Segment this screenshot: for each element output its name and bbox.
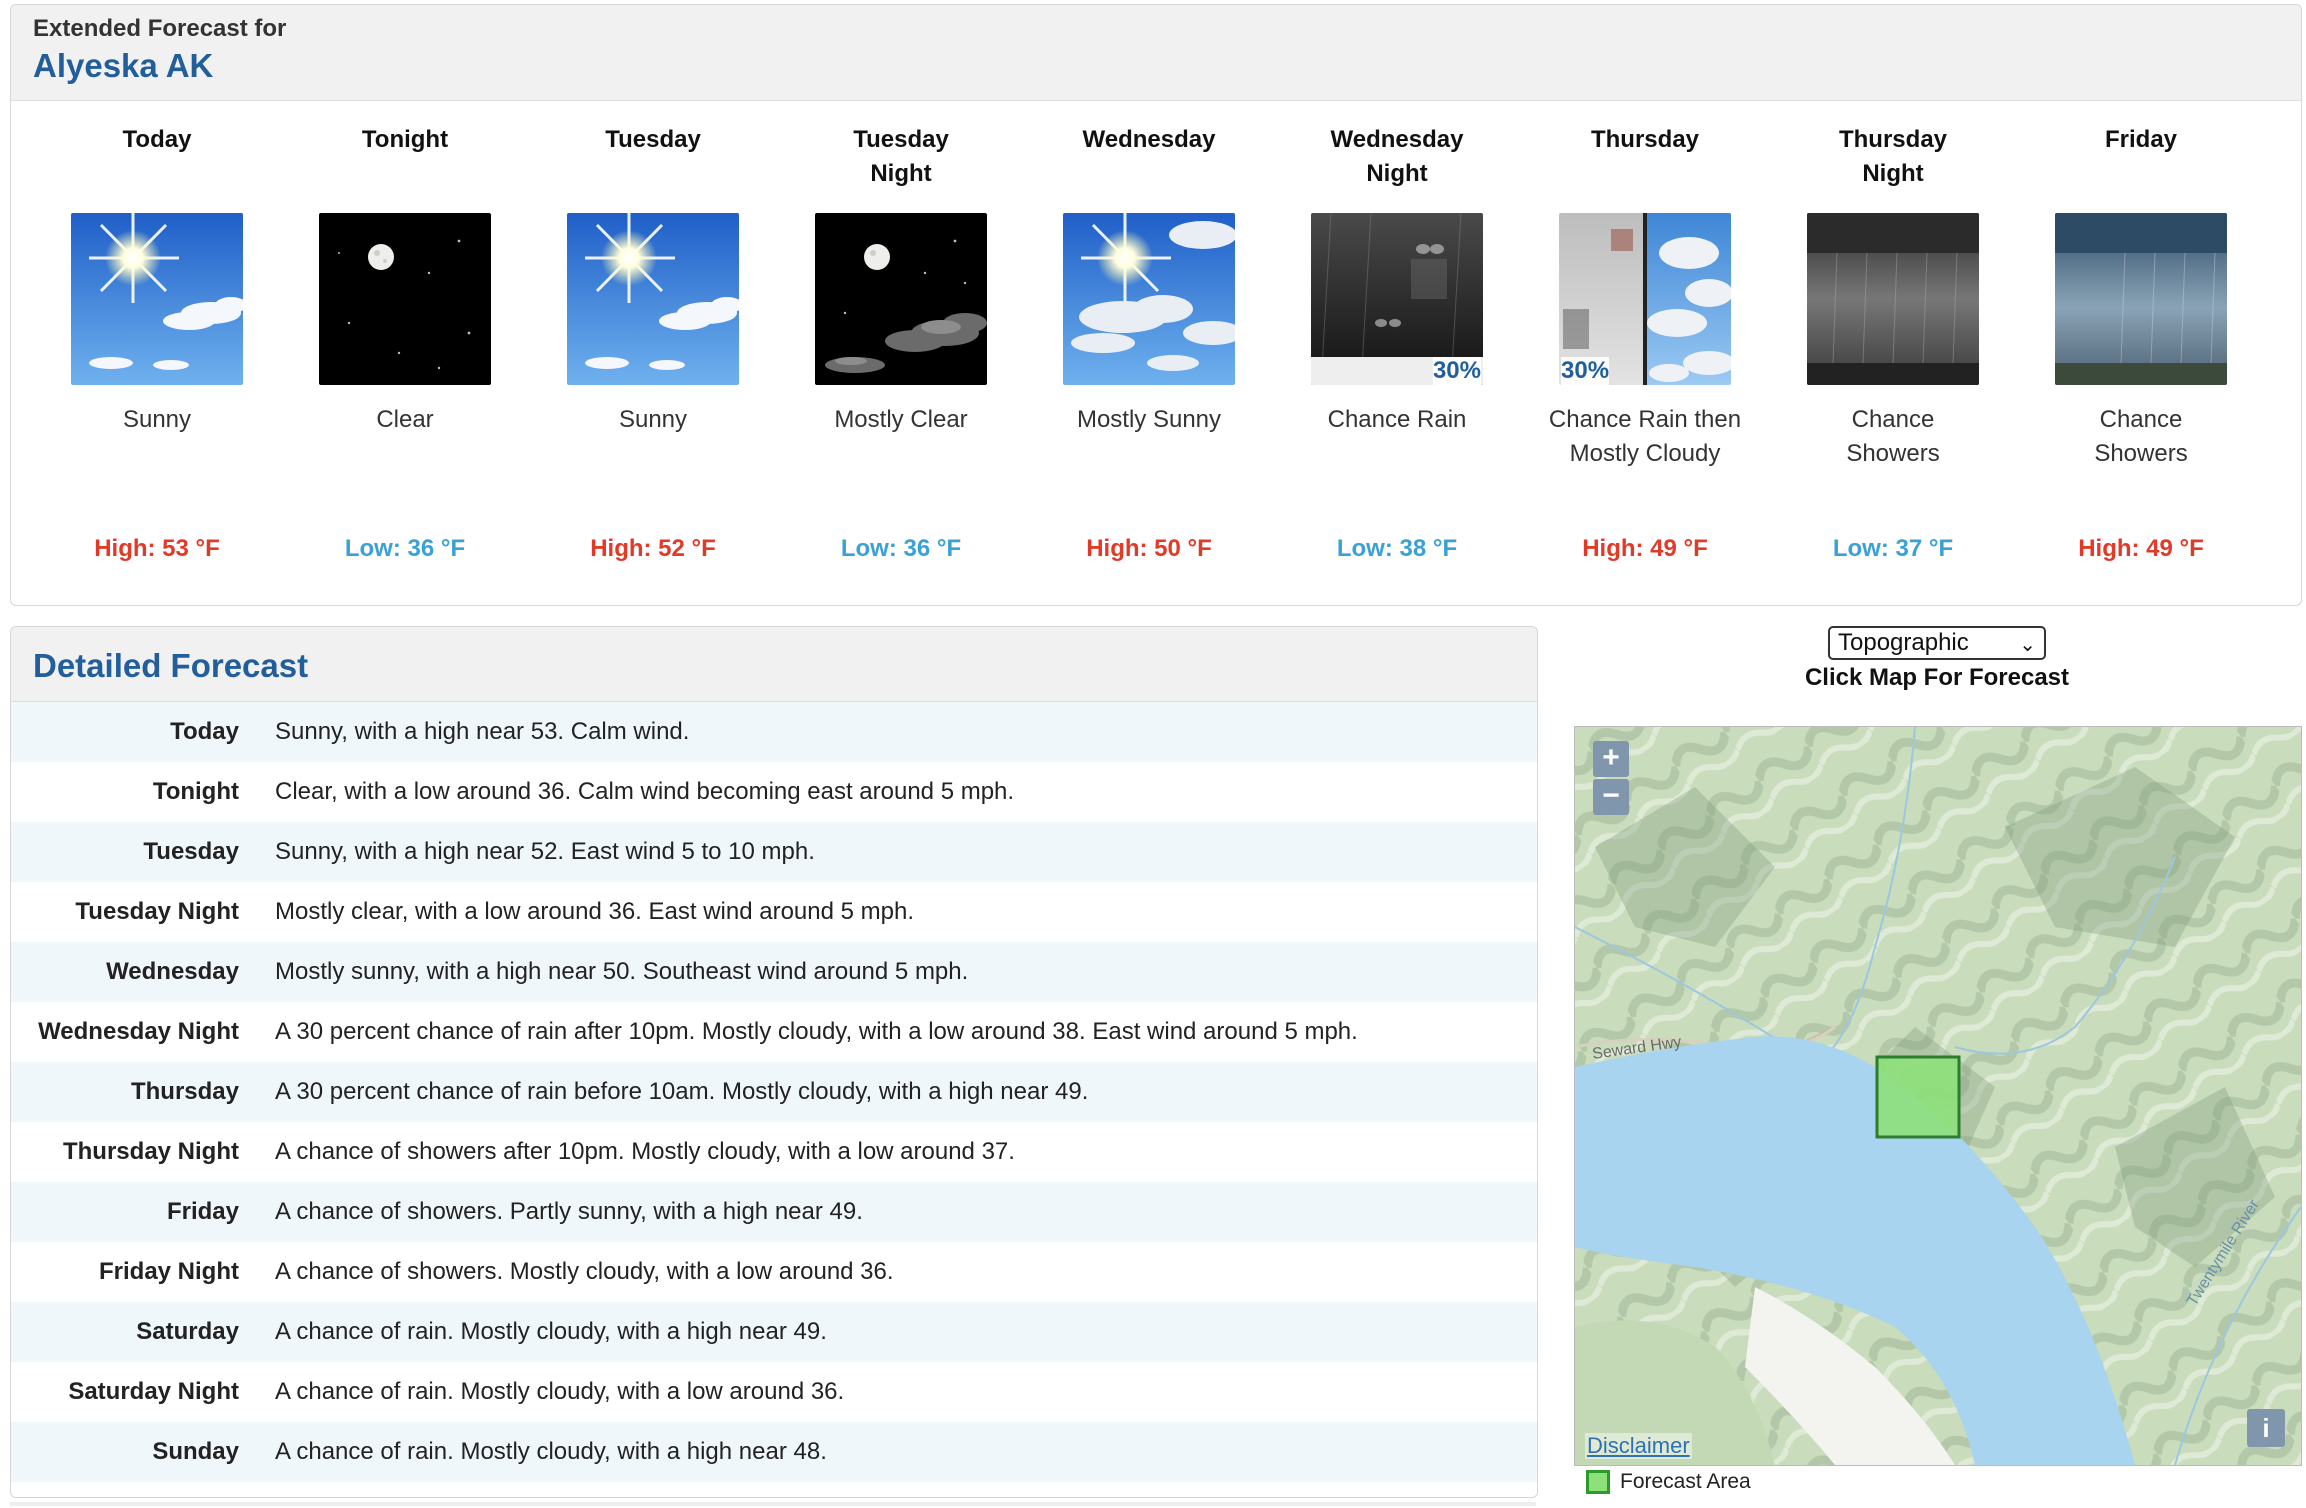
forecast-row <box>11 1362 1537 1422</box>
forecast-row-text: A 30 percent chance of rain before 10am. Mostly cloudy, with a high near 49. <box>275 1078 1089 1105</box>
extended-forecast-label: Extended Forecast for <box>33 15 287 42</box>
period-short-forecast: Sunny <box>122 406 192 433</box>
period-name: Tonight <box>361 126 449 153</box>
forecast-period-wednesday-night[interactable] <box>1297 123 1497 562</box>
detailed-forecast-table <box>11 702 1537 1482</box>
period-temperature: High: 53 °F <box>94 535 220 562</box>
forecast-row-label: Friday Night <box>98 1258 239 1285</box>
forecast-row-label: Saturday <box>136 1318 239 1345</box>
forecast-area-box <box>1877 1057 1959 1137</box>
precip-chance: 30% <box>1561 357 1610 384</box>
night-showers-icon <box>1807 213 1979 385</box>
period-name: Tuesday Night <box>853 126 949 187</box>
forecast-period-friday[interactable] <box>2041 123 2241 562</box>
forecast-row-label: Wednesday Night <box>38 1018 239 1045</box>
period-short-forecast: Mostly Clear <box>834 406 968 433</box>
period-short-forecast: Chance Showers <box>1846 406 1940 467</box>
period-short-forecast: Chance Rain then Mostly Cloudy <box>1548 406 1742 467</box>
info-button[interactable]: i <box>2247 1409 2285 1447</box>
forecast-period-thursday[interactable] <box>1545 123 1745 562</box>
period-name: Thursday Night <box>1838 126 1948 187</box>
forecast-row-text: A chance of showers after 10pm. Mostly cloudy, with a low around 37. <box>275 1138 1015 1165</box>
clear-night-icon <box>319 213 491 385</box>
forecast-row-text: A chance of showers. Mostly cloudy, with a low around 36. <box>275 1258 894 1285</box>
forecast-row <box>11 1422 1537 1482</box>
forecast-period-tuesday[interactable] <box>553 123 753 562</box>
forecast-row-text: Sunny, with a high near 53. Calm wind. <box>275 718 690 745</box>
chevron-down-icon: ⌄ <box>2019 634 2036 656</box>
location-title: Alyeska AK <box>33 47 214 84</box>
period-name: Thursday <box>1590 126 1700 153</box>
period-temperature: High: 49 °F <box>2078 535 2204 562</box>
forecast-row <box>11 822 1537 882</box>
sunny-icon <box>71 213 243 385</box>
map-type-selected: Topographic <box>1838 629 1969 656</box>
period-temperature: High: 49 °F <box>1582 535 1708 562</box>
night-rain-icon <box>1311 213 1483 385</box>
forecast-row-label: Tonight <box>152 778 239 805</box>
forecast-row-label: Today <box>170 718 239 745</box>
forecast-row <box>11 882 1537 942</box>
road-label: Seward Hwy <box>1591 1033 1683 1063</box>
rain-then-cloudy-icon <box>1559 213 1731 385</box>
period-name: Tuesday <box>605 126 701 153</box>
map-caption: Click Map For Forecast <box>1804 664 2070 691</box>
forecast-row-label: Tuesday Night <box>75 898 239 925</box>
forecast-row-text: Clear, with a low around 36. Calm wind becoming east around 5 mph. <box>275 778 1015 805</box>
period-short-forecast: Chance Rain <box>1327 406 1467 433</box>
forecast-row-text: Mostly sunny, with a high near 50. Southeast wind around 5 mph. <box>275 958 969 985</box>
period-temperature: Low: 38 °F <box>1336 535 1458 562</box>
forecast-row <box>11 1002 1537 1062</box>
showers-icon <box>2055 213 2227 385</box>
forecast-row-text: A chance of rain. Mostly cloudy, with a low around 36. <box>275 1378 845 1405</box>
period-short-forecast: Sunny <box>618 406 688 433</box>
forecast-row-text: A chance of rain. Mostly cloudy, with a high near 48. <box>275 1438 827 1465</box>
extended-forecast-header <box>11 5 2301 101</box>
forecast-period-tuesday-night[interactable] <box>801 123 1001 562</box>
forecast-row-label: Friday <box>166 1198 239 1225</box>
forecast-period-thursday-night[interactable] <box>1793 123 1993 562</box>
mostly-sunny-icon <box>1063 213 1235 385</box>
forecast-period-wednesday[interactable] <box>1049 123 1249 562</box>
period-temperature: High: 52 °F <box>590 535 716 562</box>
period-temperature: Low: 36 °F <box>344 535 466 562</box>
sunny-icon <box>567 213 739 385</box>
forecast-row <box>11 1182 1537 1242</box>
zoom-in-button[interactable]: + <box>1593 741 1629 777</box>
detailed-forecast-title: Detailed Forecast <box>33 647 309 684</box>
forecast-row-label: Saturday Night <box>68 1378 239 1405</box>
forecast-row-text: Mostly clear, with a low around 36. East wind around 5 mph. <box>275 898 914 925</box>
forecast-row <box>11 1302 1537 1362</box>
forecast-row-label: Wednesday <box>106 958 239 985</box>
map-legend <box>1586 1470 1751 1494</box>
forecast-row <box>11 702 1537 762</box>
extended-forecast-panel <box>10 4 2302 606</box>
forecast-row-text: A 30 percent chance of rain after 10pm. Mostly cloudy, with a low around 38. East wind around 5 mph. <box>275 1018 1358 1045</box>
forecast-row-label: Thursday Night <box>62 1138 239 1165</box>
forecast-period-today[interactable] <box>57 123 257 562</box>
forecast-row <box>11 1062 1537 1122</box>
period-temperature: Low: 36 °F <box>840 535 962 562</box>
period-temperature: High: 50 °F <box>1086 535 1212 562</box>
period-short-forecast: Chance Showers <box>2094 406 2188 467</box>
map-type-select[interactable] <box>1828 626 2046 660</box>
period-name: Today <box>122 126 192 153</box>
period-short-forecast: Mostly Sunny <box>1076 406 1222 433</box>
precip-chance: 30% <box>1432 357 1481 384</box>
zoom-out-button[interactable]: − <box>1593 779 1629 815</box>
disclaimer-link[interactable]: Disclaimer <box>1587 1433 1690 1458</box>
forecast-row <box>11 762 1537 822</box>
forecast-map[interactable] <box>1574 726 2302 1466</box>
divider <box>10 1502 1536 1506</box>
period-name: Wednesday <box>1082 126 1216 153</box>
forecast-row-text: Sunny, with a high near 52. East wind 5 to 10 mph. <box>275 838 815 865</box>
forecast-row <box>11 1122 1537 1182</box>
forecast-row-text: A chance of rain. Mostly cloudy, with a high near 49. <box>275 1318 827 1345</box>
forecast-row-label: Tuesday <box>143 838 239 865</box>
period-name: Friday <box>2104 126 2178 153</box>
period-temperature: Low: 37 °F <box>1832 535 1954 562</box>
forecast-row-label: Sunday <box>152 1438 239 1465</box>
forecast-row <box>11 1242 1537 1302</box>
forecast-area-swatch <box>1586 1470 1610 1494</box>
mostly-clear-night-icon <box>815 213 987 385</box>
period-short-forecast: Clear <box>376 406 434 433</box>
forecast-period-tonight[interactable] <box>305 123 505 562</box>
legend-label: Forecast Area <box>1620 1470 1751 1493</box>
period-name: Wednesday Night <box>1330 126 1464 187</box>
forecast-row-text: A chance of showers. Partly sunny, with a high near 49. <box>275 1198 863 1225</box>
forecast-row-label: Thursday <box>130 1078 239 1105</box>
river-label: Twentymile River <box>2183 1196 2263 1310</box>
detailed-forecast-panel <box>10 626 1538 1498</box>
topographic-map <box>1575 727 2301 1465</box>
detailed-forecast-header <box>11 627 1537 702</box>
forecast-row <box>11 942 1537 1002</box>
